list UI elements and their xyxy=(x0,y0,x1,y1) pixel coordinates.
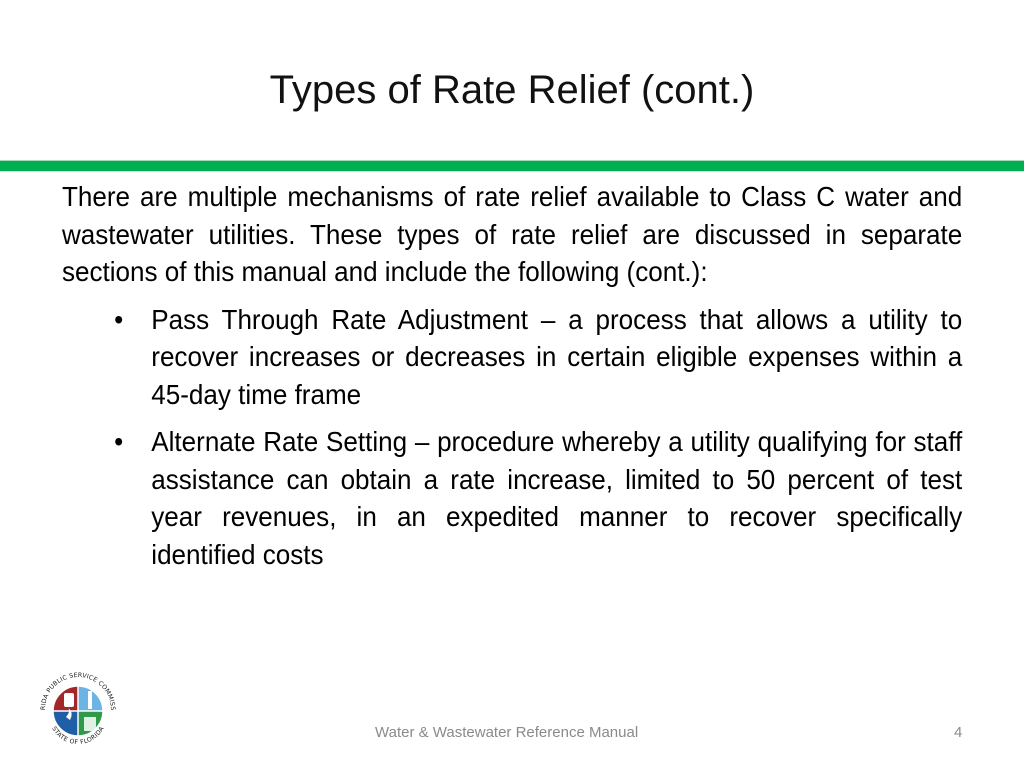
bullet-item xyxy=(62,301,962,414)
bullet-icon: • xyxy=(114,426,124,457)
bullet-text: Alternate Rate Setting – procedure whereby a utility qualifying for staff assistance can obtain a rate increase, limited to 50 percent of test year revenues, in an expedited manner to recover specifically identified costs xyxy=(151,426,963,570)
footer-manual-title: Water & Wastewater Reference Manual xyxy=(375,724,639,741)
slide-title: Types of Rate Relief (cont.) xyxy=(269,68,755,112)
fpsc-seal-logo xyxy=(33,665,123,755)
svg-text:STATE OF FLORIDA: STATE OF FLORIDA xyxy=(50,725,106,747)
page-number: 4 xyxy=(954,724,963,741)
slide-body xyxy=(62,178,962,583)
svg-text:FLORIDA PUBLIC SERVICE COMMISS: RIDA PUBLIC SERVICE COMMISS xyxy=(39,671,117,711)
bullet-item xyxy=(62,423,962,573)
intro-paragraph: There are multiple mechanisms of rate relief available to Class C water and wastewater utilities. These types of rate relief are discussed in separate sections of this manual and include the following (cont.): xyxy=(62,181,963,287)
seal-icon xyxy=(33,665,123,755)
bullet-text: Pass Through Rate Adjustment – a process that allows a utility to recover increases or decreases in certain eligible expenses within a 45-day time frame xyxy=(151,303,963,410)
bullet-list xyxy=(62,301,962,574)
title-divider xyxy=(0,161,1024,171)
bullet-icon: • xyxy=(114,303,124,335)
